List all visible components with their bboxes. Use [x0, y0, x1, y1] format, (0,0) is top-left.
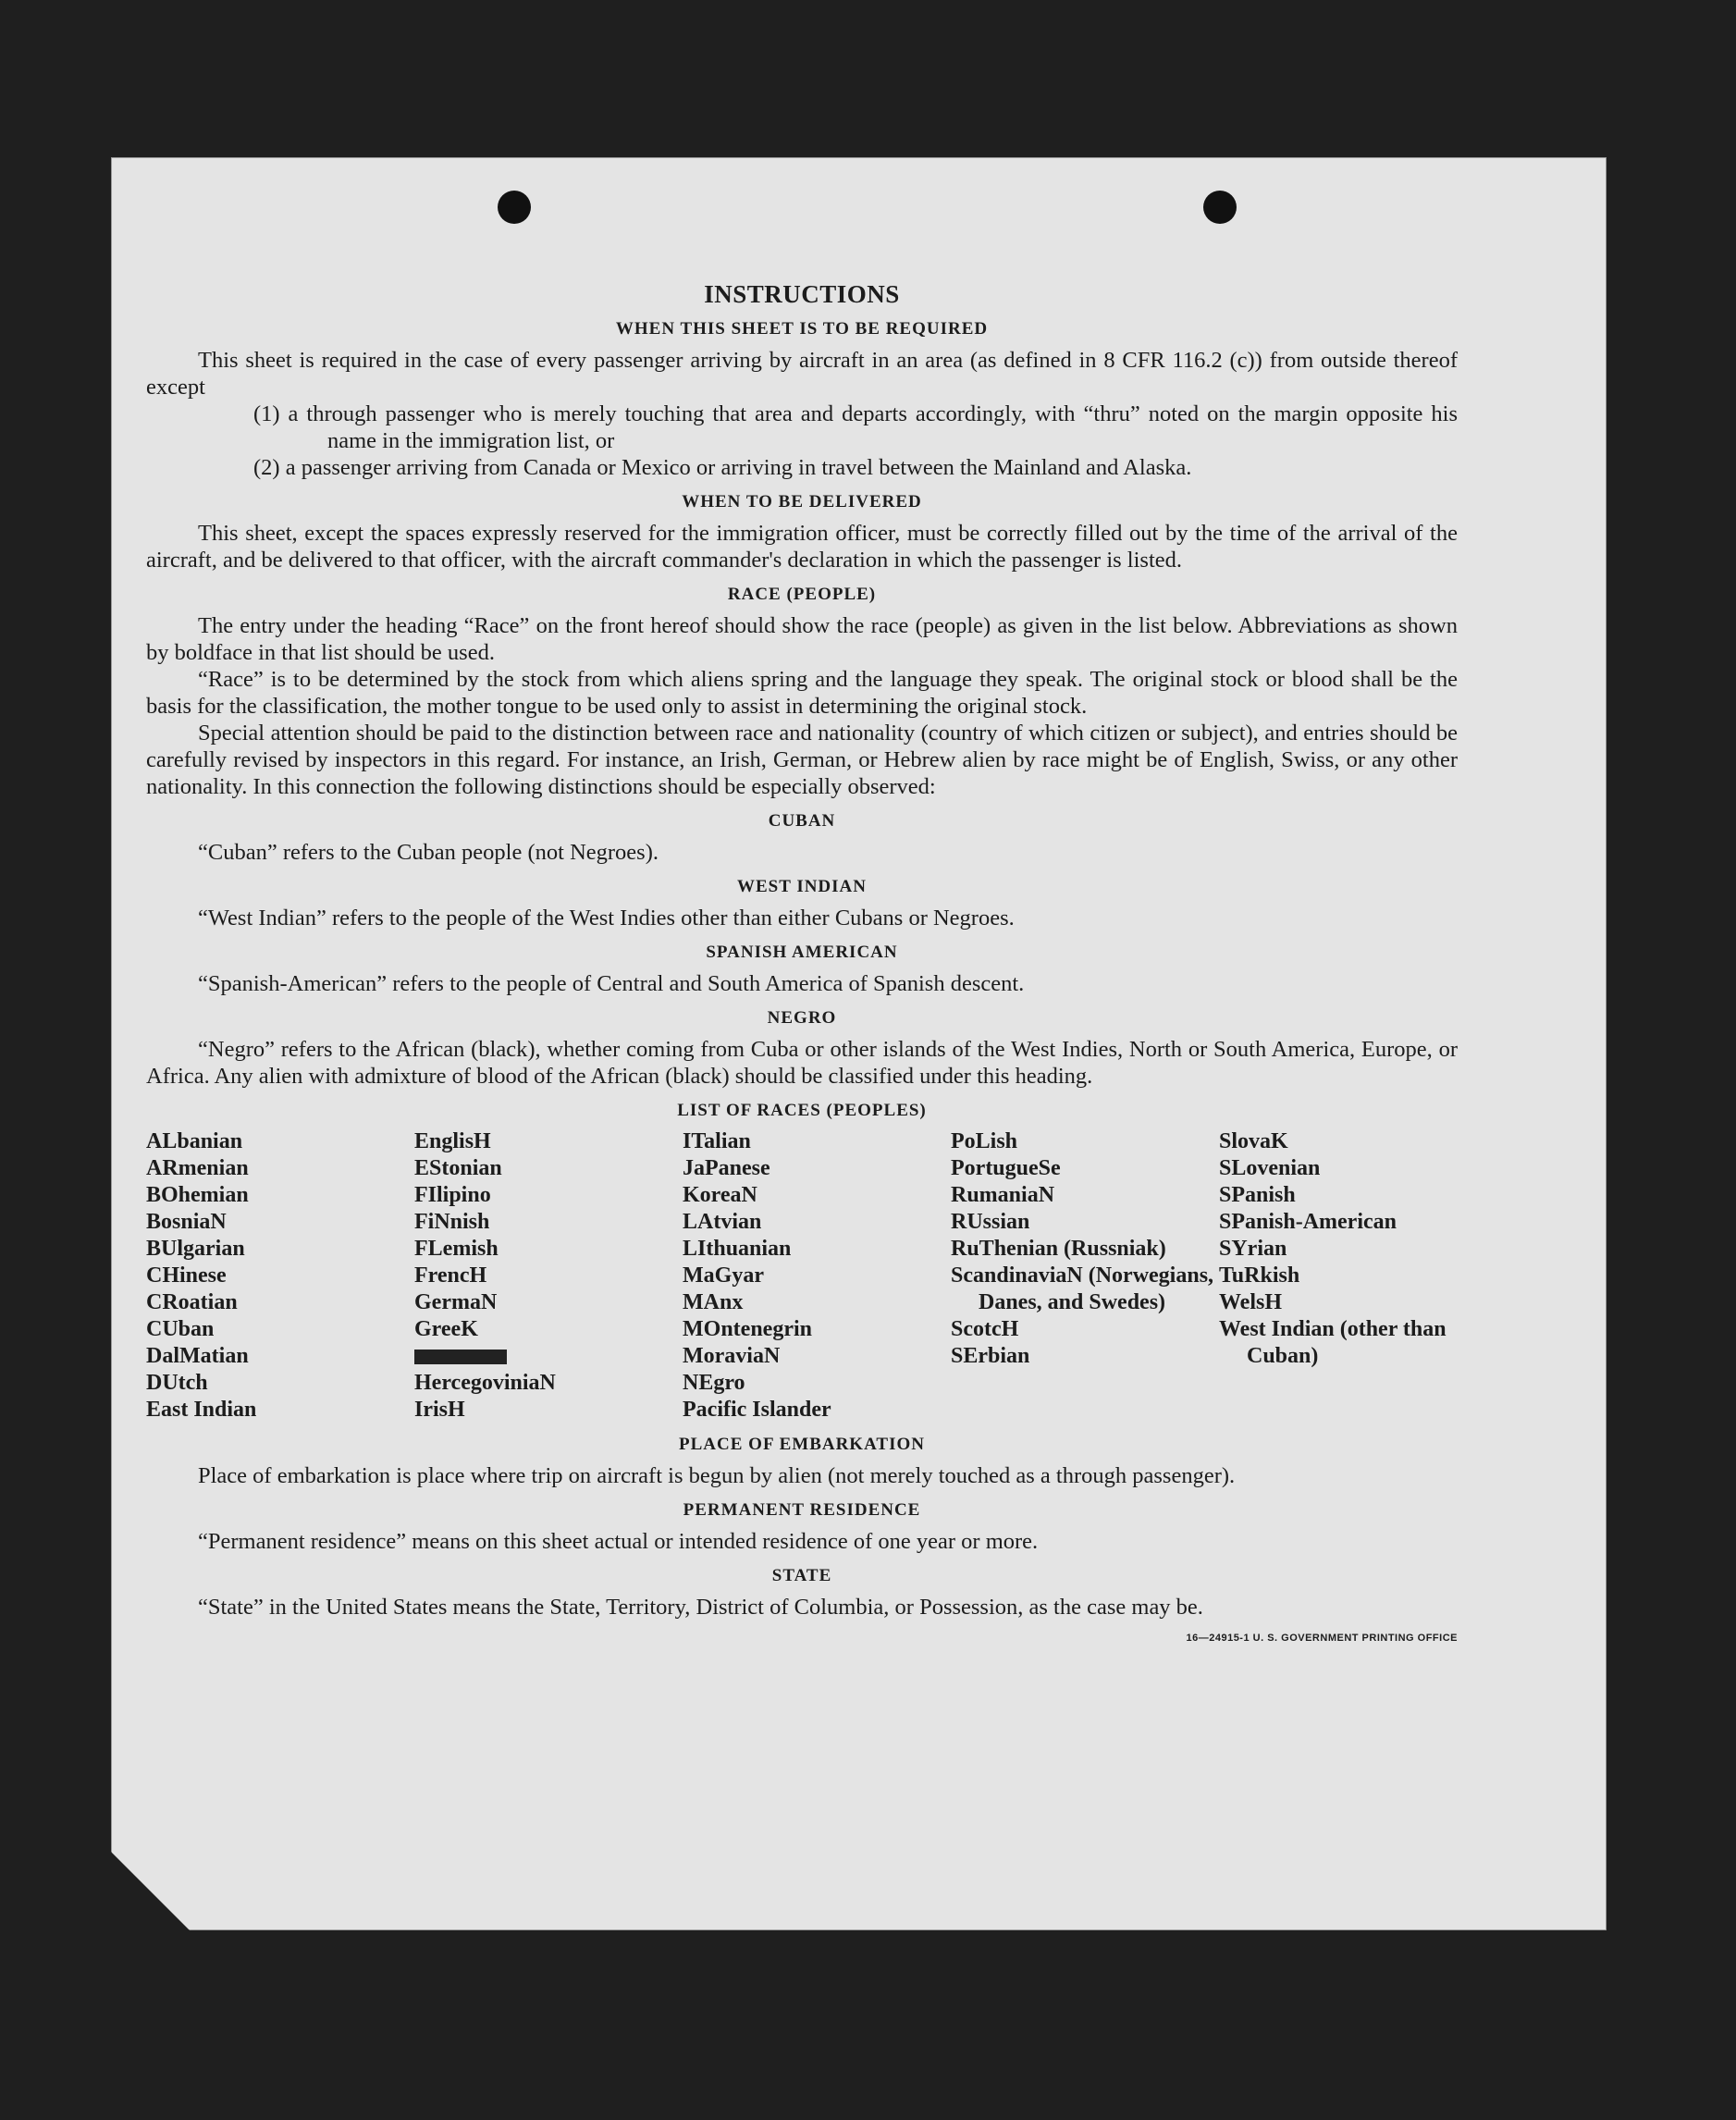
heading-state: STATE — [771, 1566, 832, 1585]
heading-required: WHEN THIS SHEET IS TO BE REQUIRED — [615, 319, 989, 339]
race-item: EnglisH — [414, 1129, 491, 1153]
race-item: FrencH — [414, 1263, 487, 1288]
printing-office-code: 16—24915-1 U. S. GOVERNMENT PRINTING OFFICE — [1186, 1633, 1458, 1644]
folded-corner — [111, 1852, 190, 1930]
race-list-grid — [146, 1128, 1458, 1424]
heading-embarkation: PLACE OF EMBARKATION — [679, 1435, 925, 1454]
cuban-text: “Cuban” refers to the Cuban people (not Negroes). — [198, 840, 659, 865]
page-title: INSTRUCTIONS — [704, 280, 900, 308]
race-item: BosniaN — [146, 1210, 227, 1234]
race-item: MaGyar — [683, 1263, 764, 1288]
race-item: HercegoviniaN — [414, 1371, 556, 1395]
race-item: BUlgarian — [146, 1237, 245, 1261]
heading-race: RACE (PEOPLE) — [727, 585, 877, 604]
heading-spanish-american: SPANISH AMERICAN — [706, 943, 898, 962]
race-item: SYrian — [1219, 1237, 1287, 1261]
race-item: East Indian — [146, 1398, 257, 1422]
race-item: TuRkish — [1219, 1263, 1300, 1288]
race-item: GermaN — [414, 1290, 498, 1314]
race-item: LIthuanian — [683, 1237, 792, 1261]
race-item: DalMatian — [146, 1344, 249, 1368]
instructions-content — [146, 280, 1458, 1644]
race-item: IrisH — [414, 1398, 465, 1422]
redacted-race-item — [414, 1343, 683, 1370]
race-column-1 — [146, 1128, 414, 1424]
race-item: PortugueSe — [951, 1156, 1061, 1180]
residence-text: “Permanent residence” means on this sheet actual or intended residence of one year or more. — [198, 1529, 1039, 1554]
race-item: Pacific Islander — [683, 1398, 831, 1422]
race-item: CHinese — [146, 1263, 227, 1288]
embarkation-text: Place of embarkation is place where trip on aircraft is begun by alien (not merely touched as a through passenger). — [198, 1463, 1236, 1488]
race-item: SlovaK — [1219, 1129, 1288, 1153]
race-column-2 — [414, 1128, 683, 1424]
race-item: ScotcH — [951, 1317, 1019, 1341]
race-item: CRoatian — [146, 1290, 238, 1314]
required-intro: This sheet is required in the case of every passenger arriving by aircraft in an area (as defined in 8 CFR 116.2 (c)) from outside thereof except — [146, 348, 1458, 400]
race-item: MOntenegrin — [683, 1317, 812, 1341]
race-item: LAtvian — [683, 1210, 762, 1234]
race-item: SPanish-American — [1219, 1210, 1397, 1234]
race-paragraph-3: Special attention should be paid to the distinction between race and nationality (country of which citizen or subject), and entries should be carefully revised by inspectors in this regard. For instance, an Irish, German, or Hebrew alien by race might be of English, Swiss, or any other nationality. In this connection the following distinctions should be especially observed: — [146, 721, 1458, 799]
race-column-3 — [683, 1128, 951, 1424]
west-indian-text: “West Indian” refers to the people of the West Indies other than either Cubans or Negroes. — [198, 906, 1015, 931]
race-item: EStonian — [414, 1156, 502, 1180]
document-sheet — [111, 157, 1607, 1930]
state-block — [146, 1594, 1458, 1644]
race-item: West Indian (other than Cuban) — [1219, 1317, 1447, 1368]
race-item: CUban — [146, 1317, 215, 1341]
race-item: RUssian — [951, 1210, 1030, 1234]
race-item: MoraviaN — [683, 1344, 781, 1368]
race-item: FiNnish — [414, 1210, 490, 1234]
race-item: GreeK — [414, 1317, 478, 1341]
race-item: RumaniaN — [951, 1183, 1055, 1207]
redaction-mark — [414, 1350, 507, 1364]
spanish-american-text: “Spanish-American” refers to the people of Central and South America of Spanish descent. — [198, 971, 1025, 996]
race-paragraph-2: “Race” is to be determined by the stock from which aliens spring and the language they speak. The original stock or blood shall be the basis for the classification, the mother tongue to be used only to assist in determining the original stock. — [146, 667, 1458, 719]
required-item-2: (2) a passenger arriving from Canada or Mexico or arriving in travel between the Mainland and Alaska. — [253, 455, 1192, 480]
delivered-text: This sheet, except the spaces expressly reserved for the immigration officer, must be correctly filled out by the time of the arrival of the aircraft, and be delivered to that officer, with the aircraft commander's declaration in which the passenger is listed. — [146, 521, 1458, 573]
punch-hole-right — [1203, 191, 1237, 224]
race-item: FLemish — [414, 1237, 499, 1261]
heading-west-indian: WEST INDIAN — [737, 877, 867, 896]
race-item: SLovenian — [1219, 1156, 1321, 1180]
race-item: BOhemian — [146, 1183, 249, 1207]
punch-hole-left — [498, 191, 531, 224]
race-column-5 — [1219, 1128, 1458, 1424]
race-item: PoLish — [951, 1129, 1018, 1153]
heading-negro: NEGRO — [767, 1008, 837, 1028]
heading-delivered: WHEN TO BE DELIVERED — [682, 492, 922, 512]
race-item: ARmenian — [146, 1156, 249, 1180]
race-item: ITalian — [683, 1129, 751, 1153]
race-item: ALbanian — [146, 1129, 243, 1153]
heading-cuban: CUBAN — [768, 811, 836, 831]
race-item: DUtch — [146, 1371, 208, 1395]
heading-residence: PERMANENT RESIDENCE — [683, 1500, 921, 1520]
race-item: SErbian — [951, 1344, 1030, 1368]
race-column-4 — [951, 1128, 1219, 1424]
state-text: “State” in the United States means the State, Territory, District of Columbia, or Possession, as the case may be. — [198, 1595, 1203, 1620]
race-item: JaPanese — [683, 1156, 770, 1180]
race-item: KoreaN — [683, 1183, 757, 1207]
negro-text: “Negro” refers to the African (black), whether coming from Cuba or other islands of the West Indies, North or South America, Europe, or Africa. Any alien with admixture of blood of the African (black) should be classified under this heading. — [146, 1037, 1458, 1089]
race-item: FIlipino — [414, 1183, 491, 1207]
race-item: NEgro — [683, 1371, 745, 1395]
race-item: RuThenian (Russniak) — [951, 1237, 1166, 1261]
race-item: SPanish — [1219, 1183, 1296, 1207]
race-item: WelsH — [1219, 1290, 1283, 1314]
heading-list-of-races: LIST OF RACES (PEOPLES) — [677, 1101, 927, 1120]
race-item: ScandinaviaN (Norwegians, Danes, and Swedes) — [951, 1263, 1214, 1314]
race-paragraph-1: The entry under the heading “Race” on the front hereof should show the race (people) as given in the list below. Abbreviations as shown by boldface in that list should be used. — [146, 613, 1458, 665]
race-item: MAnx — [683, 1290, 744, 1314]
required-item-1: (1) a through passenger who is merely touching that area and departs accordingly, with “thru” noted on the margin opposite his name in the immigration list, or — [253, 401, 1458, 453]
